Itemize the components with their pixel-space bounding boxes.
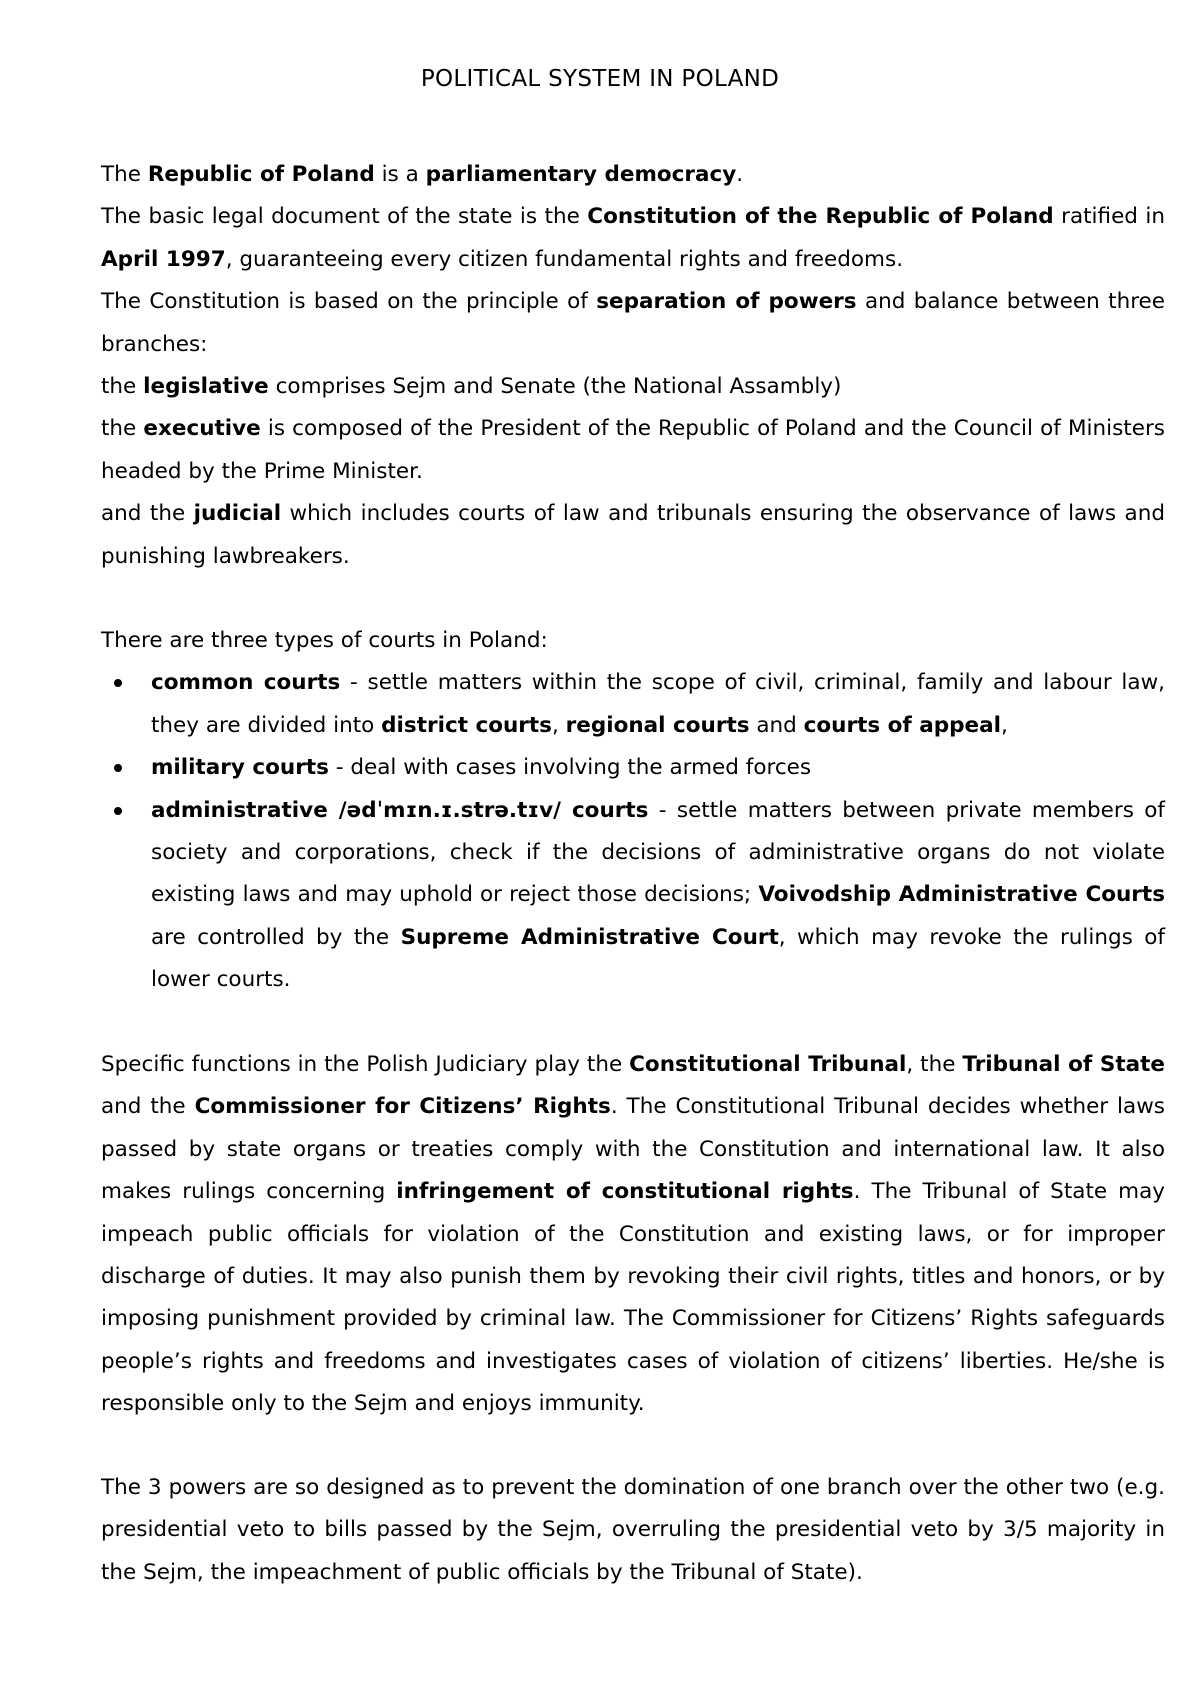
document-title: POLITICAL SYSTEM IN POLAND (420, 66, 780, 92)
list-item-administrative-courts: administrative /ədˈmɪn.ɪ.strə.tɪv/ courts - settle matters between private members of society and corporations, check if the decisions of administrative organs do not violate existing laws and may uphold or reject those decisions; Voivodship Administrative Courts are controlled by the Supreme Administrative Court, which may revoke the rulings of lower courts. (101, 790, 1165, 1002)
term-constitution: Constitution of the Republic of Poland (587, 204, 1054, 230)
term-separation-of-powers: separation of powers (596, 289, 857, 315)
intro-paragraph-separation: The Constitution is based on the principle of separation of powers and balance between three branches: (101, 289, 1166, 357)
term-constitutional-tribunal: Constitutional Tribunal (629, 1052, 907, 1077)
courts-list (101, 662, 1165, 1001)
intro-paragraph-legislative: the legislative comprises Sejm and Senate (the National Assambly) (101, 374, 842, 400)
bullet-icon (114, 807, 122, 815)
judiciary-paragraph: Specific functions in the Polish Judiciary play the Constitutional Tribunal, the Tribunal of State and the Commissioner for Citizens’ Rights. The Constitutional Tribunal decides whether laws passed by state organs or treaties comply with the Constitution and international law. It also makes rulings concerning infringement of constitutional rights. The Tribunal of State may impeach public officials for violation of the Constitution and existing laws, or for improper discharge of duties. It may also punish them by revoking their civil rights, titles and honors, or by imposing punishment provided by criminal law. The Commissioner for Citizens’ Rights safeguards people’s rights and freedoms and investigates cases of violation of citizens’ liberties. He/she is responsible only to the Sejm and enjoys immunity. (101, 1052, 1165, 1417)
powers-paragraph: The 3 powers are so designed as to prevent the domination of one branch over the other two (e.g. presidential veto to bills passed by the Sejm, overruling the presidential veto by 3/5 majority in the Sejm, the impeachment of public officials by the Tribunal of State). (101, 1475, 1165, 1585)
powers-section (101, 1467, 1165, 1594)
term-tribunal-of-state: Tribunal of State (962, 1052, 1165, 1077)
intro-paragraph-constitution: The basic legal document of the state is the Constitution of the Republic of Poland ratified in April 1997, guaranteeing every citizen fundamental rights and freedoms. (101, 204, 1165, 272)
intro-paragraph-executive: the executive is composed of the President of the Republic of Poland and the Council of Ministers headed by the Prime Minister. (101, 416, 1165, 484)
courts-section (101, 620, 1165, 1002)
term-april-1997: April 1997 (101, 246, 226, 272)
term-executive: executive (143, 416, 261, 442)
intro-section (101, 154, 1165, 578)
intro-paragraph-judicial: and the judicial which includes courts of law and tribunals ensuring the observance of laws and punishing lawbreakers. (101, 501, 1165, 569)
term-legislative: legislative (143, 374, 269, 400)
term-commissioner: Commissioner for Citizens’ Rights (194, 1094, 611, 1120)
term-judicial: judicial (193, 501, 282, 527)
intro-paragraph-republic: The Republic of Poland is a parliamentary democracy. (101, 162, 744, 187)
bullet-icon (114, 764, 122, 772)
term-republic-of-poland: Republic of Poland (147, 162, 375, 187)
judiciary-section (101, 1044, 1165, 1426)
term-infringement: infringement of constitutional rights (396, 1179, 854, 1205)
courts-heading: There are three types of courts in Poland: (101, 628, 548, 653)
list-item-common-courts: common courts - settle matters within the scope of civil, criminal, family and labour law, they are divided into district courts, regional courts and courts of appeal, (101, 662, 1165, 747)
bullet-icon (114, 679, 122, 687)
term-parliamentary-democracy: parliamentary democracy (425, 162, 737, 187)
list-item-military-courts: military courts - deal with cases involving the armed forces (101, 747, 1165, 789)
